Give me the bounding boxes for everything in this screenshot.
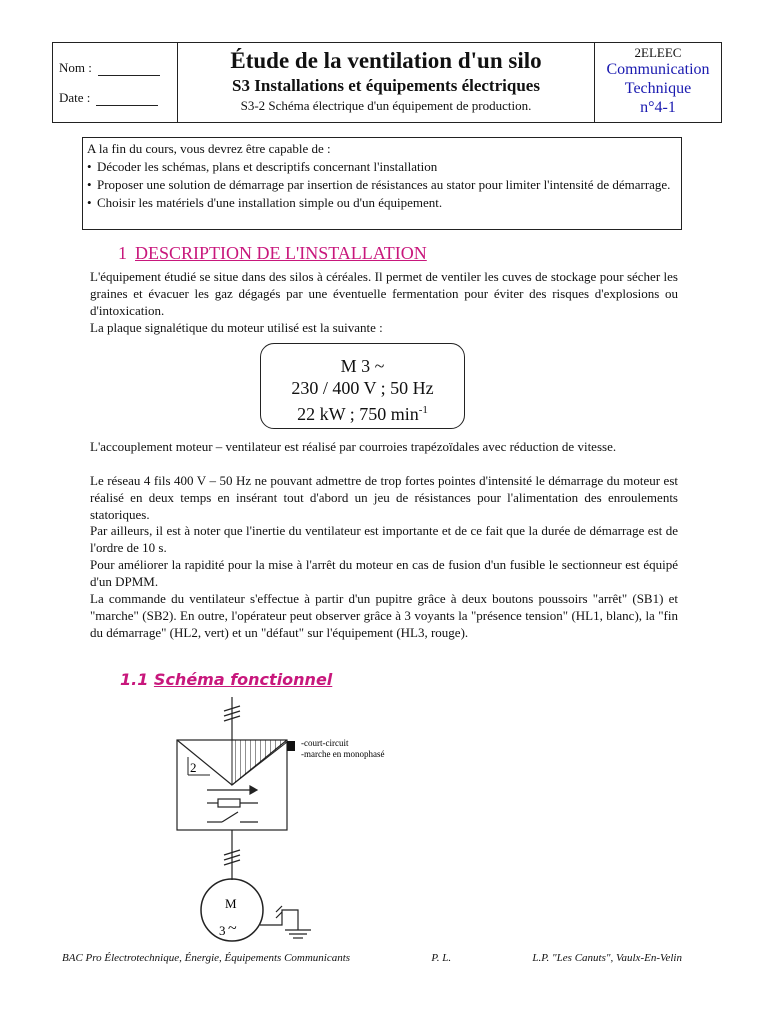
motor-label-tilde: ~ [228, 920, 237, 937]
motor-label-m: M [225, 896, 237, 911]
paragraph-coupling: L'accouplement moteur – ventilateur est réalisé par courroies trapézoïdales avec réduction de vitesse. [90, 439, 617, 454]
section-1-title: DESCRIPTION DE L'INSTALLATION [135, 243, 427, 263]
count-mark [188, 757, 210, 775]
header-titles [178, 43, 595, 122]
header-identity [53, 43, 178, 122]
paragraph-control: La commande du ventilateur s'effectue à partir d'un pupitre grâce à deux boutons poussoirs "arrêt" (SB1) et "marche" (SB2). En outre, l'opérateur peut observer grâce à 3 voyants la "présence tension" (HL1, blanc), la "fin du démarrage" (HL2, vert) et un "défaut" sur l'équipement (HL3, rouge). [90, 591, 678, 640]
footer-author: P. L. [431, 952, 452, 964]
section-1-1-heading [120, 670, 332, 689]
switch-symbol [207, 812, 258, 822]
section-1-heading [118, 243, 427, 264]
objectives-intro: A la fin du cours, vous devrez être capable de : [87, 141, 331, 156]
footer [62, 952, 682, 964]
paragraph-plate-intro: La plaque signalétique du moteur utilisé est la suivante : [90, 320, 383, 335]
objective-item: • Proposer une solution de démarrage par insertion de résistances au stator pour limiter l'intensité de démarrage. [87, 177, 671, 192]
diagram-note-2: -marche en monophasé [301, 749, 385, 759]
paragraph-inertia: Par ailleurs, il est à noter que l'inertie du ventilateur est importante et de ce fait que la durée de démarrage est de l'ordre de 10 s. [90, 523, 678, 555]
protection-hatched-zone [232, 740, 287, 785]
header-box [52, 42, 722, 123]
bullet-icon: • [87, 195, 92, 210]
doc-number: n°4-1 [640, 99, 676, 116]
bullet-icon: • [87, 177, 92, 192]
section-1-number: 1 [118, 243, 127, 263]
page-subtitle: S3 Installations et équipements électriques [232, 76, 540, 95]
footer-school: L.P. "Les Canuts", Vaulx-En-Velin [532, 952, 682, 964]
nom-field [98, 63, 160, 76]
section-1-1-number: 1.1 [120, 670, 149, 689]
objective-item: • Décoder les schémas, plans et descriptifs concernant l'installation [87, 159, 438, 174]
paragraph-dpmm: Pour améliorer la rapidité pour la mise à l'arrêt du moteur en cas de fusion d'un fusible le sectionneur est équipé d'un DPMM. [90, 557, 678, 589]
fault-indicator-square [287, 741, 295, 751]
date-field [96, 93, 158, 106]
class-code: 2ELEEC [634, 45, 682, 60]
header-doc-info [595, 43, 721, 122]
section-reference: S3-2 Schéma électrique d'un équipement de production. [240, 98, 532, 113]
count-label: 2 [190, 760, 197, 775]
paragraph-equipment: L'équipement étudié se situe dans des silos à céréales. Il permet de ventiler les cuves de stockage pour sécher les graines et évacuer les gaz dégagés par une éventuelle fermentation pour éviter des risques d'explosions ou d'intoxication. [90, 269, 678, 318]
plate-line-3: 22 kW ; 750 min [297, 404, 419, 424]
motor-nameplate [260, 343, 465, 429]
resistor-symbol [207, 799, 258, 807]
supply-wire-motor [224, 830, 240, 880]
motor-label-3: 3 [219, 923, 226, 938]
date-label: Date : [59, 90, 91, 105]
plate-line-2: 230 / 400 V ; 50 Hz [291, 378, 434, 398]
ground-icon [260, 906, 311, 938]
diagram-note-1: -court-circuit [301, 738, 349, 748]
objectives-box [82, 137, 682, 230]
nom-label: Nom : [59, 60, 92, 75]
motor-symbol [201, 879, 263, 941]
doc-type-line2: Technique [624, 80, 692, 97]
paragraph-network: Le réseau 4 fils 400 V – 50 Hz ne pouvant admettre de trop fortes pointes d'intensité le démarrage du moteur est réalisé en deux temps en insérant tout d'abord un jeu de résistances pour l'alimentation des enroulements statoriques. [90, 473, 678, 522]
supply-wire-top [224, 697, 240, 740]
footer-course: BAC Pro Électrotechnique, Énergie, Équipements Communicants [62, 952, 351, 964]
arrow-icon [207, 786, 257, 794]
objective-item: • Choisir les matériels d'une installation simple ou d'un équipement. [87, 195, 443, 210]
page-title: Étude de la ventilation d'un silo [230, 48, 542, 73]
plate-exponent: -1 [418, 404, 428, 416]
bullet-icon: • [87, 159, 92, 174]
plate-line-1: M 3 ~ [340, 356, 385, 376]
doc-type-line1: Communication [606, 61, 710, 78]
section-1-1-title: Schéma fonctionnel [153, 670, 333, 689]
starter-block [177, 740, 287, 830]
